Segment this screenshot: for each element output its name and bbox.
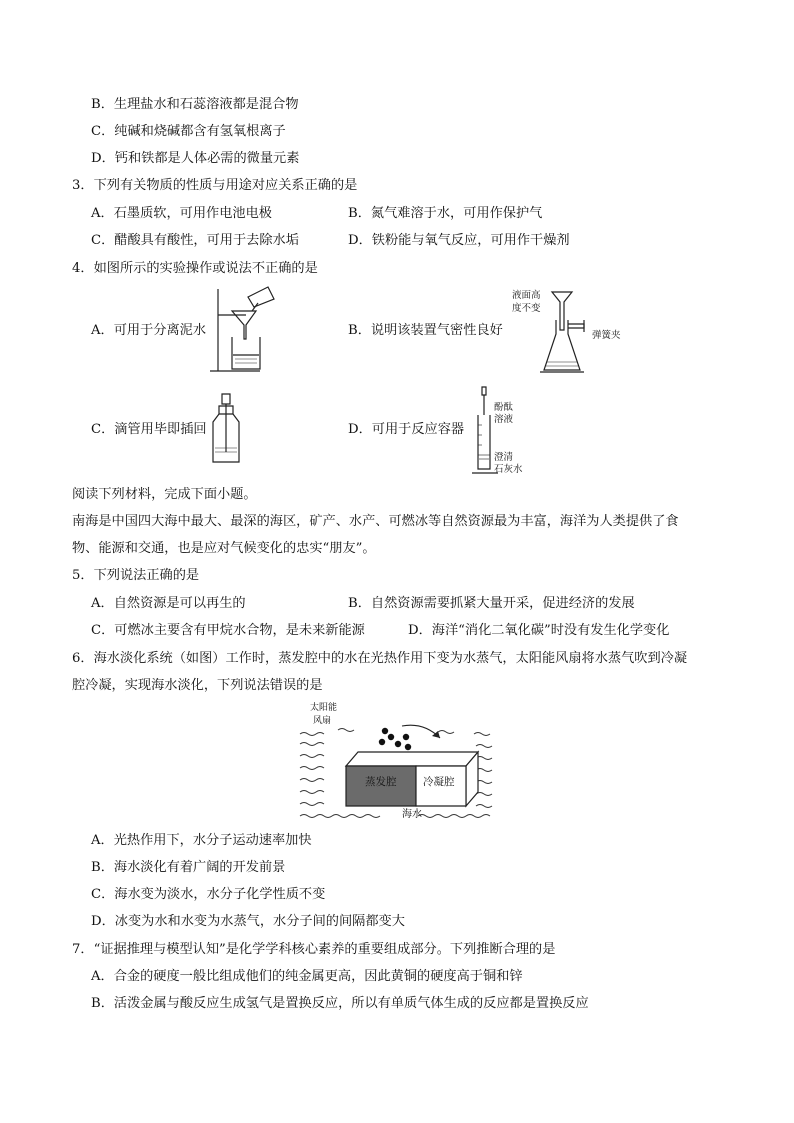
q3-option-c: C．醋酸具有酸性，可用于去除水垢	[91, 233, 299, 248]
q3-stem: 3．下列有关物质的性质与用途对应关系正确的是	[72, 178, 358, 193]
q6-option-b: B．海水淡化有着广阔的开发前景	[91, 860, 286, 875]
q3-option-b: B．氮气难溶于水，可用作保护气	[348, 206, 543, 221]
q5-option-a: A．自然资源是可以再生的	[91, 596, 246, 611]
q4-option-b: B．说明该装置气密性良好	[348, 323, 503, 338]
fig-b-label-level: 液面高	[512, 290, 541, 301]
q6-option-d: D．冰变为水和水变为水蒸气，水分子间的间隔都变大	[91, 914, 405, 929]
reading-intro: 阅读下列材料，完成下面小题。	[72, 487, 257, 502]
q4-option-a: A．可用于分离泥水	[91, 323, 207, 338]
q3-option-d: D．铁粉能与氧气反应，可用作干燥剂	[348, 233, 570, 248]
fig-label-evaporation-chamber: 蒸发腔	[365, 776, 397, 788]
fig-label-solar-fan-1: 太阳能	[310, 703, 338, 713]
q6-stem-line2: 腔冷凝，实现海水淡化，下列说法错误的是	[72, 678, 323, 693]
q7-stem: 7．“证据推理与模型认知”是化学学科核心素养的重要组成部分。下列推断合理的是	[72, 942, 556, 957]
q5-stem: 5．下列说法正确的是	[72, 568, 200, 583]
q3-option-a: A．石墨质软，可用作电池电极	[91, 206, 272, 221]
q2-option-d: D．钙和铁都是人体必需的微量元素	[91, 151, 300, 166]
reading-paragraph-line2: 物、能源和交通，也是应对气候变化的忠实“朋友”。	[72, 541, 376, 556]
q5-option-b: B．自然资源需要抓紧大量开采，促进经济的发展	[348, 596, 635, 611]
reading-paragraph-line1: 南海是中国四大海中最大、最深的海区，矿产、水产、可燃冰等自然资源最为丰富，海洋为人类提供了食	[72, 514, 679, 529]
fig-label-solar-fan-2: 风扇	[313, 716, 332, 726]
fig-d-label-clear: 澄清	[494, 452, 514, 463]
fig-d-label-solution: 溶液	[494, 414, 514, 425]
fig-label-seawater: 海水	[402, 809, 422, 820]
airtightness-flask-figure	[538, 290, 600, 378]
q4-stem: 4．如图所示的实验操作或说法不正确的是	[72, 261, 318, 276]
q4-option-c: C．滴管用毕即插回	[91, 422, 207, 437]
q7-option-b: B．活泼金属与酸反应生成氢气是置换反应，所以有单质气体生成的反应都是置换反应	[91, 996, 589, 1011]
fig-d-label-limewater: 石灰水	[494, 464, 523, 475]
fig-b-label-clip: 弹簧夹	[592, 330, 621, 341]
fig-b-label-unchanged: 度不变	[512, 303, 541, 314]
dropper-bottle-figure	[210, 392, 242, 464]
q7-option-a: A．合金的硬度一般比组成他们的纯金属更高，因此黄铜的硬度高于铜和锌	[91, 969, 523, 984]
q2-option-b: B．生理盐水和石蕊溶液都是混合物	[91, 97, 299, 112]
q5-option-d: D．海洋“消化二氧化碳”时没有发生化学变化	[408, 623, 670, 638]
q6-option-a: A．光热作用下，水分子运动速率加快	[91, 833, 312, 848]
q5-option-c: C．可燃冰主要含有甲烷水合物，是未来新能源	[91, 623, 365, 638]
q6-option-c: C．海水变为淡水，水分子化学性质不变	[91, 887, 326, 902]
q6-stem-line1: 6．海水淡化系统（如图）工作时，蒸发腔中的水在光热作用下变为水蒸气，太阳能风扇将水蒸气吹到冷凝	[72, 651, 688, 666]
q2-option-c: C．纯碱和烧碱都含有氢氧根离子	[91, 124, 286, 139]
q4-option-d: D．可用于反应容器	[348, 422, 465, 437]
fig-label-condensation-chamber: 冷凝腔	[423, 776, 455, 788]
filtration-apparatus-figure	[210, 285, 282, 375]
fig-d-label-phenol: 酚酞	[494, 402, 514, 413]
